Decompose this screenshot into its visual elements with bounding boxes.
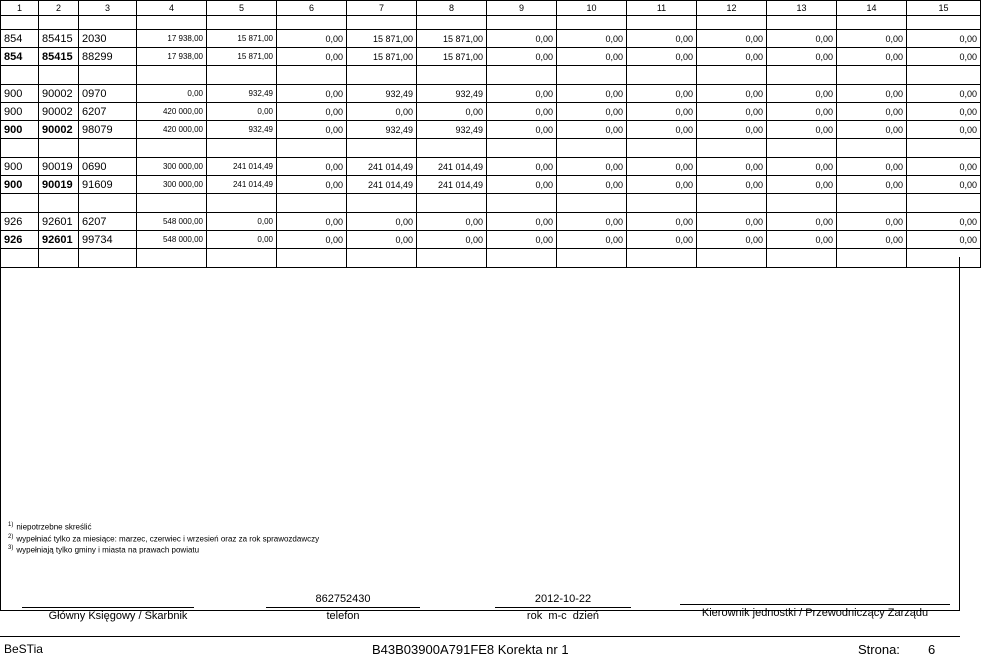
spacer-cell [277, 66, 347, 85]
cell-col-7: 932,49 [347, 121, 417, 139]
cell-col-1: 926 [1, 231, 39, 249]
spacer-cell [277, 16, 347, 30]
cell-col-5: 15 871,00 [207, 30, 277, 48]
cell-col-10: 0,00 [557, 30, 627, 48]
table-total-row [1, 231, 981, 249]
group-spacer-row [1, 139, 981, 158]
cell-col-9: 0,00 [487, 213, 557, 231]
cell-col-3: 91609 [79, 176, 137, 194]
cell-col-8: 15 871,00 [417, 48, 487, 66]
table-row [1, 103, 981, 121]
cell-col-4: 17 938,00 [137, 30, 207, 48]
table-row [1, 158, 981, 176]
cell-col-8: 0,00 [417, 231, 487, 249]
spacer-cell [137, 139, 207, 158]
cell-col-8: 241 014,49 [417, 176, 487, 194]
spacer-cell [347, 66, 417, 85]
spacer-cell [557, 194, 627, 213]
cell-col-15: 0,00 [907, 231, 981, 249]
cell-col-8: 15 871,00 [417, 30, 487, 48]
spacer-cell [417, 194, 487, 213]
cell-col-15: 0,00 [907, 158, 981, 176]
spacer-cell [1, 139, 39, 158]
cell-col-4: 548 000,00 [137, 231, 207, 249]
cell-col-13: 0,00 [767, 121, 837, 139]
cell-col-2: 90002 [39, 85, 79, 103]
cell-col-2: 92601 [39, 231, 79, 249]
spacer-cell [39, 139, 79, 158]
cell-col-12: 0,00 [697, 48, 767, 66]
cell-col-11: 0,00 [627, 176, 697, 194]
cell-col-9: 0,00 [487, 176, 557, 194]
spacer-cell [207, 139, 277, 158]
header-cell-7: 7 [347, 1, 417, 16]
spacer-cell [1, 194, 39, 213]
cell-col-9: 0,00 [487, 158, 557, 176]
cell-col-11: 0,00 [627, 121, 697, 139]
cell-col-4: 420 000,00 [137, 103, 207, 121]
cell-col-9: 0,00 [487, 48, 557, 66]
cell-col-5: 932,49 [207, 121, 277, 139]
cell-col-3: 6207 [79, 103, 137, 121]
cell-col-7: 15 871,00 [347, 48, 417, 66]
spacer-cell [837, 16, 907, 30]
cell-col-14: 0,00 [837, 121, 907, 139]
phone-line [266, 607, 420, 608]
spacer-cell [1, 16, 39, 30]
head-label: Kierownik jednostki / Przewodniczący Zarządu [701, 607, 929, 619]
spacer-cell [767, 66, 837, 85]
cell-col-6: 0,00 [277, 48, 347, 66]
cell-col-11: 0,00 [627, 213, 697, 231]
cell-col-9: 0,00 [487, 30, 557, 48]
cell-col-9: 0,00 [487, 231, 557, 249]
spacer-cell [767, 139, 837, 158]
cell-col-3: 6207 [79, 213, 137, 231]
report-table [0, 0, 981, 268]
cell-col-14: 0,00 [837, 231, 907, 249]
spacer-cell [137, 66, 207, 85]
spacer-cell [837, 194, 907, 213]
spacer-cell [837, 66, 907, 85]
cell-col-12: 0,00 [697, 103, 767, 121]
table-total-row [1, 48, 981, 66]
cell-col-11: 0,00 [627, 158, 697, 176]
cell-col-6: 0,00 [277, 176, 347, 194]
accountant-label: Główny Księgowy / Skarbnik [48, 610, 188, 622]
spacer-cell [487, 194, 557, 213]
date-value: 2012-10-22 [534, 593, 592, 605]
date-line [495, 607, 631, 608]
cell-col-1: 900 [1, 176, 39, 194]
phone-label: telefon [326, 610, 360, 622]
footnote-3: $^{3)}$ wypełniają tylko gminy i miasta na prawach powiatu [8, 545, 200, 555]
spacer-cell [39, 66, 79, 85]
spacer-cell [627, 139, 697, 158]
spacer-cell [347, 194, 417, 213]
cell-col-7: 241 014,49 [347, 176, 417, 194]
cell-col-4: 0,00 [137, 85, 207, 103]
spacer-cell [417, 66, 487, 85]
header-cell-8: 8 [417, 1, 487, 16]
cell-col-7: 0,00 [347, 231, 417, 249]
cell-col-11: 0,00 [627, 103, 697, 121]
spacer-cell [907, 194, 981, 213]
cell-col-3: 0690 [79, 158, 137, 176]
spacer-cell [697, 139, 767, 158]
table-empty-area [0, 257, 960, 611]
cell-col-7: 932,49 [347, 85, 417, 103]
table-row [1, 213, 981, 231]
cell-col-5: 15 871,00 [207, 48, 277, 66]
cell-col-8: 241 014,49 [417, 158, 487, 176]
cell-col-3: 98079 [79, 121, 137, 139]
cell-col-8: 932,49 [417, 85, 487, 103]
head-signature-line [680, 604, 950, 605]
cell-col-6: 0,00 [277, 213, 347, 231]
spacer-cell [557, 16, 627, 30]
spacer-cell [417, 16, 487, 30]
cell-col-4: 420 000,00 [137, 121, 207, 139]
cell-col-5: 0,00 [207, 213, 277, 231]
spacer-cell [277, 139, 347, 158]
cell-col-14: 0,00 [837, 85, 907, 103]
spacer-cell [79, 194, 137, 213]
cell-col-15: 0,00 [907, 103, 981, 121]
cell-col-6: 0,00 [277, 30, 347, 48]
cell-col-13: 0,00 [767, 85, 837, 103]
cell-col-15: 0,00 [907, 48, 981, 66]
cell-col-13: 0,00 [767, 158, 837, 176]
cell-col-10: 0,00 [557, 176, 627, 194]
cell-col-15: 0,00 [907, 213, 981, 231]
table-row [1, 30, 981, 48]
header-cell-3: 3 [79, 1, 137, 16]
spacer-cell [39, 194, 79, 213]
group-spacer-row [1, 16, 981, 30]
cell-col-15: 0,00 [907, 121, 981, 139]
spacer-cell [907, 139, 981, 158]
spacer-cell [137, 194, 207, 213]
cell-col-12: 0,00 [697, 30, 767, 48]
cell-col-10: 0,00 [557, 213, 627, 231]
cell-col-12: 0,00 [697, 176, 767, 194]
cell-col-11: 0,00 [627, 48, 697, 66]
table-header-row [1, 1, 981, 16]
cell-col-13: 0,00 [767, 176, 837, 194]
spacer-cell [697, 66, 767, 85]
cell-col-5: 0,00 [207, 103, 277, 121]
spacer-cell [837, 139, 907, 158]
cell-col-1: 900 [1, 121, 39, 139]
cell-col-2: 90019 [39, 176, 79, 194]
spacer-cell [697, 194, 767, 213]
header-cell-5: 5 [207, 1, 277, 16]
cell-col-10: 0,00 [557, 85, 627, 103]
cell-col-14: 0,00 [837, 103, 907, 121]
header-cell-1: 1 [1, 1, 39, 16]
cell-col-6: 0,00 [277, 103, 347, 121]
spacer-cell [627, 16, 697, 30]
cell-col-3: 0970 [79, 85, 137, 103]
cell-col-12: 0,00 [697, 213, 767, 231]
header-cell-12: 12 [697, 1, 767, 16]
table-total-row [1, 176, 981, 194]
cell-col-4: 17 938,00 [137, 48, 207, 66]
spacer-cell [347, 139, 417, 158]
header-cell-14: 14 [837, 1, 907, 16]
header-cell-10: 10 [557, 1, 627, 16]
cell-col-6: 0,00 [277, 158, 347, 176]
page-label: Strona: [858, 642, 900, 657]
cell-col-13: 0,00 [767, 30, 837, 48]
cell-col-11: 0,00 [627, 231, 697, 249]
cell-col-5: 932,49 [207, 85, 277, 103]
spacer-cell [767, 16, 837, 30]
cell-col-4: 300 000,00 [137, 158, 207, 176]
group-spacer-row [1, 66, 981, 85]
spacer-cell [277, 194, 347, 213]
cell-col-14: 0,00 [837, 176, 907, 194]
cell-col-15: 0,00 [907, 176, 981, 194]
spacer-cell [627, 194, 697, 213]
cell-col-2: 90002 [39, 103, 79, 121]
spacer-cell [207, 66, 277, 85]
spacer-cell [1, 66, 39, 85]
spacer-cell [207, 16, 277, 30]
cell-col-10: 0,00 [557, 231, 627, 249]
header-cell-9: 9 [487, 1, 557, 16]
cell-col-10: 0,00 [557, 158, 627, 176]
cell-col-13: 0,00 [767, 48, 837, 66]
cell-col-2: 85415 [39, 30, 79, 48]
cell-col-2: 90002 [39, 121, 79, 139]
cell-col-2: 85415 [39, 48, 79, 66]
cell-col-9: 0,00 [487, 103, 557, 121]
cell-col-2: 90019 [39, 158, 79, 176]
cell-col-12: 0,00 [697, 85, 767, 103]
cell-col-12: 0,00 [697, 231, 767, 249]
cell-col-3: 2030 [79, 30, 137, 48]
group-spacer-row [1, 194, 981, 213]
date-label: rok m-c dzień [526, 610, 600, 622]
footnote-1: $^{1)}$ niepotrzebne skreślić [8, 522, 92, 532]
spacer-cell [627, 66, 697, 85]
cell-col-1: 900 [1, 103, 39, 121]
spacer-cell [79, 66, 137, 85]
header-cell-15: 15 [907, 1, 981, 16]
app-name: BeSTia [4, 642, 43, 656]
cell-col-8: 0,00 [417, 213, 487, 231]
spacer-cell [907, 16, 981, 30]
cell-col-14: 0,00 [837, 213, 907, 231]
cell-col-2: 92601 [39, 213, 79, 231]
spacer-cell [767, 194, 837, 213]
spacer-cell [207, 194, 277, 213]
cell-col-9: 0,00 [487, 121, 557, 139]
cell-col-14: 0,00 [837, 48, 907, 66]
cell-col-14: 0,00 [837, 30, 907, 48]
spacer-cell [487, 66, 557, 85]
cell-col-1: 926 [1, 213, 39, 231]
cell-col-10: 0,00 [557, 103, 627, 121]
cell-col-14: 0,00 [837, 158, 907, 176]
cell-col-3: 88299 [79, 48, 137, 66]
header-cell-4: 4 [137, 1, 207, 16]
cell-col-11: 0,00 [627, 30, 697, 48]
cell-col-9: 0,00 [487, 85, 557, 103]
cell-col-7: 15 871,00 [347, 30, 417, 48]
header-cell-2: 2 [39, 1, 79, 16]
table-row [1, 85, 981, 103]
cell-col-6: 0,00 [277, 121, 347, 139]
cell-col-1: 854 [1, 48, 39, 66]
cell-col-1: 900 [1, 158, 39, 176]
cell-col-13: 0,00 [767, 103, 837, 121]
spacer-cell [557, 139, 627, 158]
spacer-cell [487, 139, 557, 158]
spacer-cell [557, 66, 627, 85]
page-number: 6 [928, 642, 936, 657]
cell-col-13: 0,00 [767, 231, 837, 249]
cell-col-12: 0,00 [697, 121, 767, 139]
spacer-cell [137, 16, 207, 30]
cell-col-5: 0,00 [207, 231, 277, 249]
spacer-cell [79, 139, 137, 158]
cell-col-7: 0,00 [347, 103, 417, 121]
cell-col-6: 0,00 [277, 231, 347, 249]
cell-col-7: 0,00 [347, 213, 417, 231]
header-cell-6: 6 [277, 1, 347, 16]
phone-value: 862752430 [315, 593, 371, 605]
spacer-cell [79, 16, 137, 30]
table-total-row [1, 121, 981, 139]
spacer-cell [347, 16, 417, 30]
spacer-cell [907, 66, 981, 85]
spacer-cell [417, 139, 487, 158]
bottom-rule [0, 636, 960, 637]
cell-col-15: 0,00 [907, 30, 981, 48]
cell-col-10: 0,00 [557, 121, 627, 139]
spacer-cell [487, 16, 557, 30]
cell-col-13: 0,00 [767, 213, 837, 231]
cell-col-5: 241 014,49 [207, 176, 277, 194]
header-cell-13: 13 [767, 1, 837, 16]
cell-col-4: 300 000,00 [137, 176, 207, 194]
cell-col-7: 241 014,49 [347, 158, 417, 176]
footnote-2: $^{2)}$ wypełniać tylko za miesiące: marzec, czerwiec i wrzesień oraz za rok sprawozdawczy [8, 534, 320, 544]
cell-col-15: 0,00 [907, 85, 981, 103]
document-id: B43B03900A791FE8 Korekta nr 1 [372, 642, 569, 657]
cell-col-12: 0,00 [697, 158, 767, 176]
cell-col-10: 0,00 [557, 48, 627, 66]
spacer-cell [39, 16, 79, 30]
cell-col-8: 0,00 [417, 103, 487, 121]
cell-col-1: 900 [1, 85, 39, 103]
cell-col-5: 241 014,49 [207, 158, 277, 176]
header-cell-11: 11 [627, 1, 697, 16]
cell-col-8: 932,49 [417, 121, 487, 139]
cell-col-1: 854 [1, 30, 39, 48]
spacer-cell [697, 16, 767, 30]
cell-col-3: 99734 [79, 231, 137, 249]
accountant-signature-line [22, 607, 194, 608]
cell-col-11: 0,00 [627, 85, 697, 103]
cell-col-6: 0,00 [277, 85, 347, 103]
cell-col-4: 548 000,00 [137, 213, 207, 231]
